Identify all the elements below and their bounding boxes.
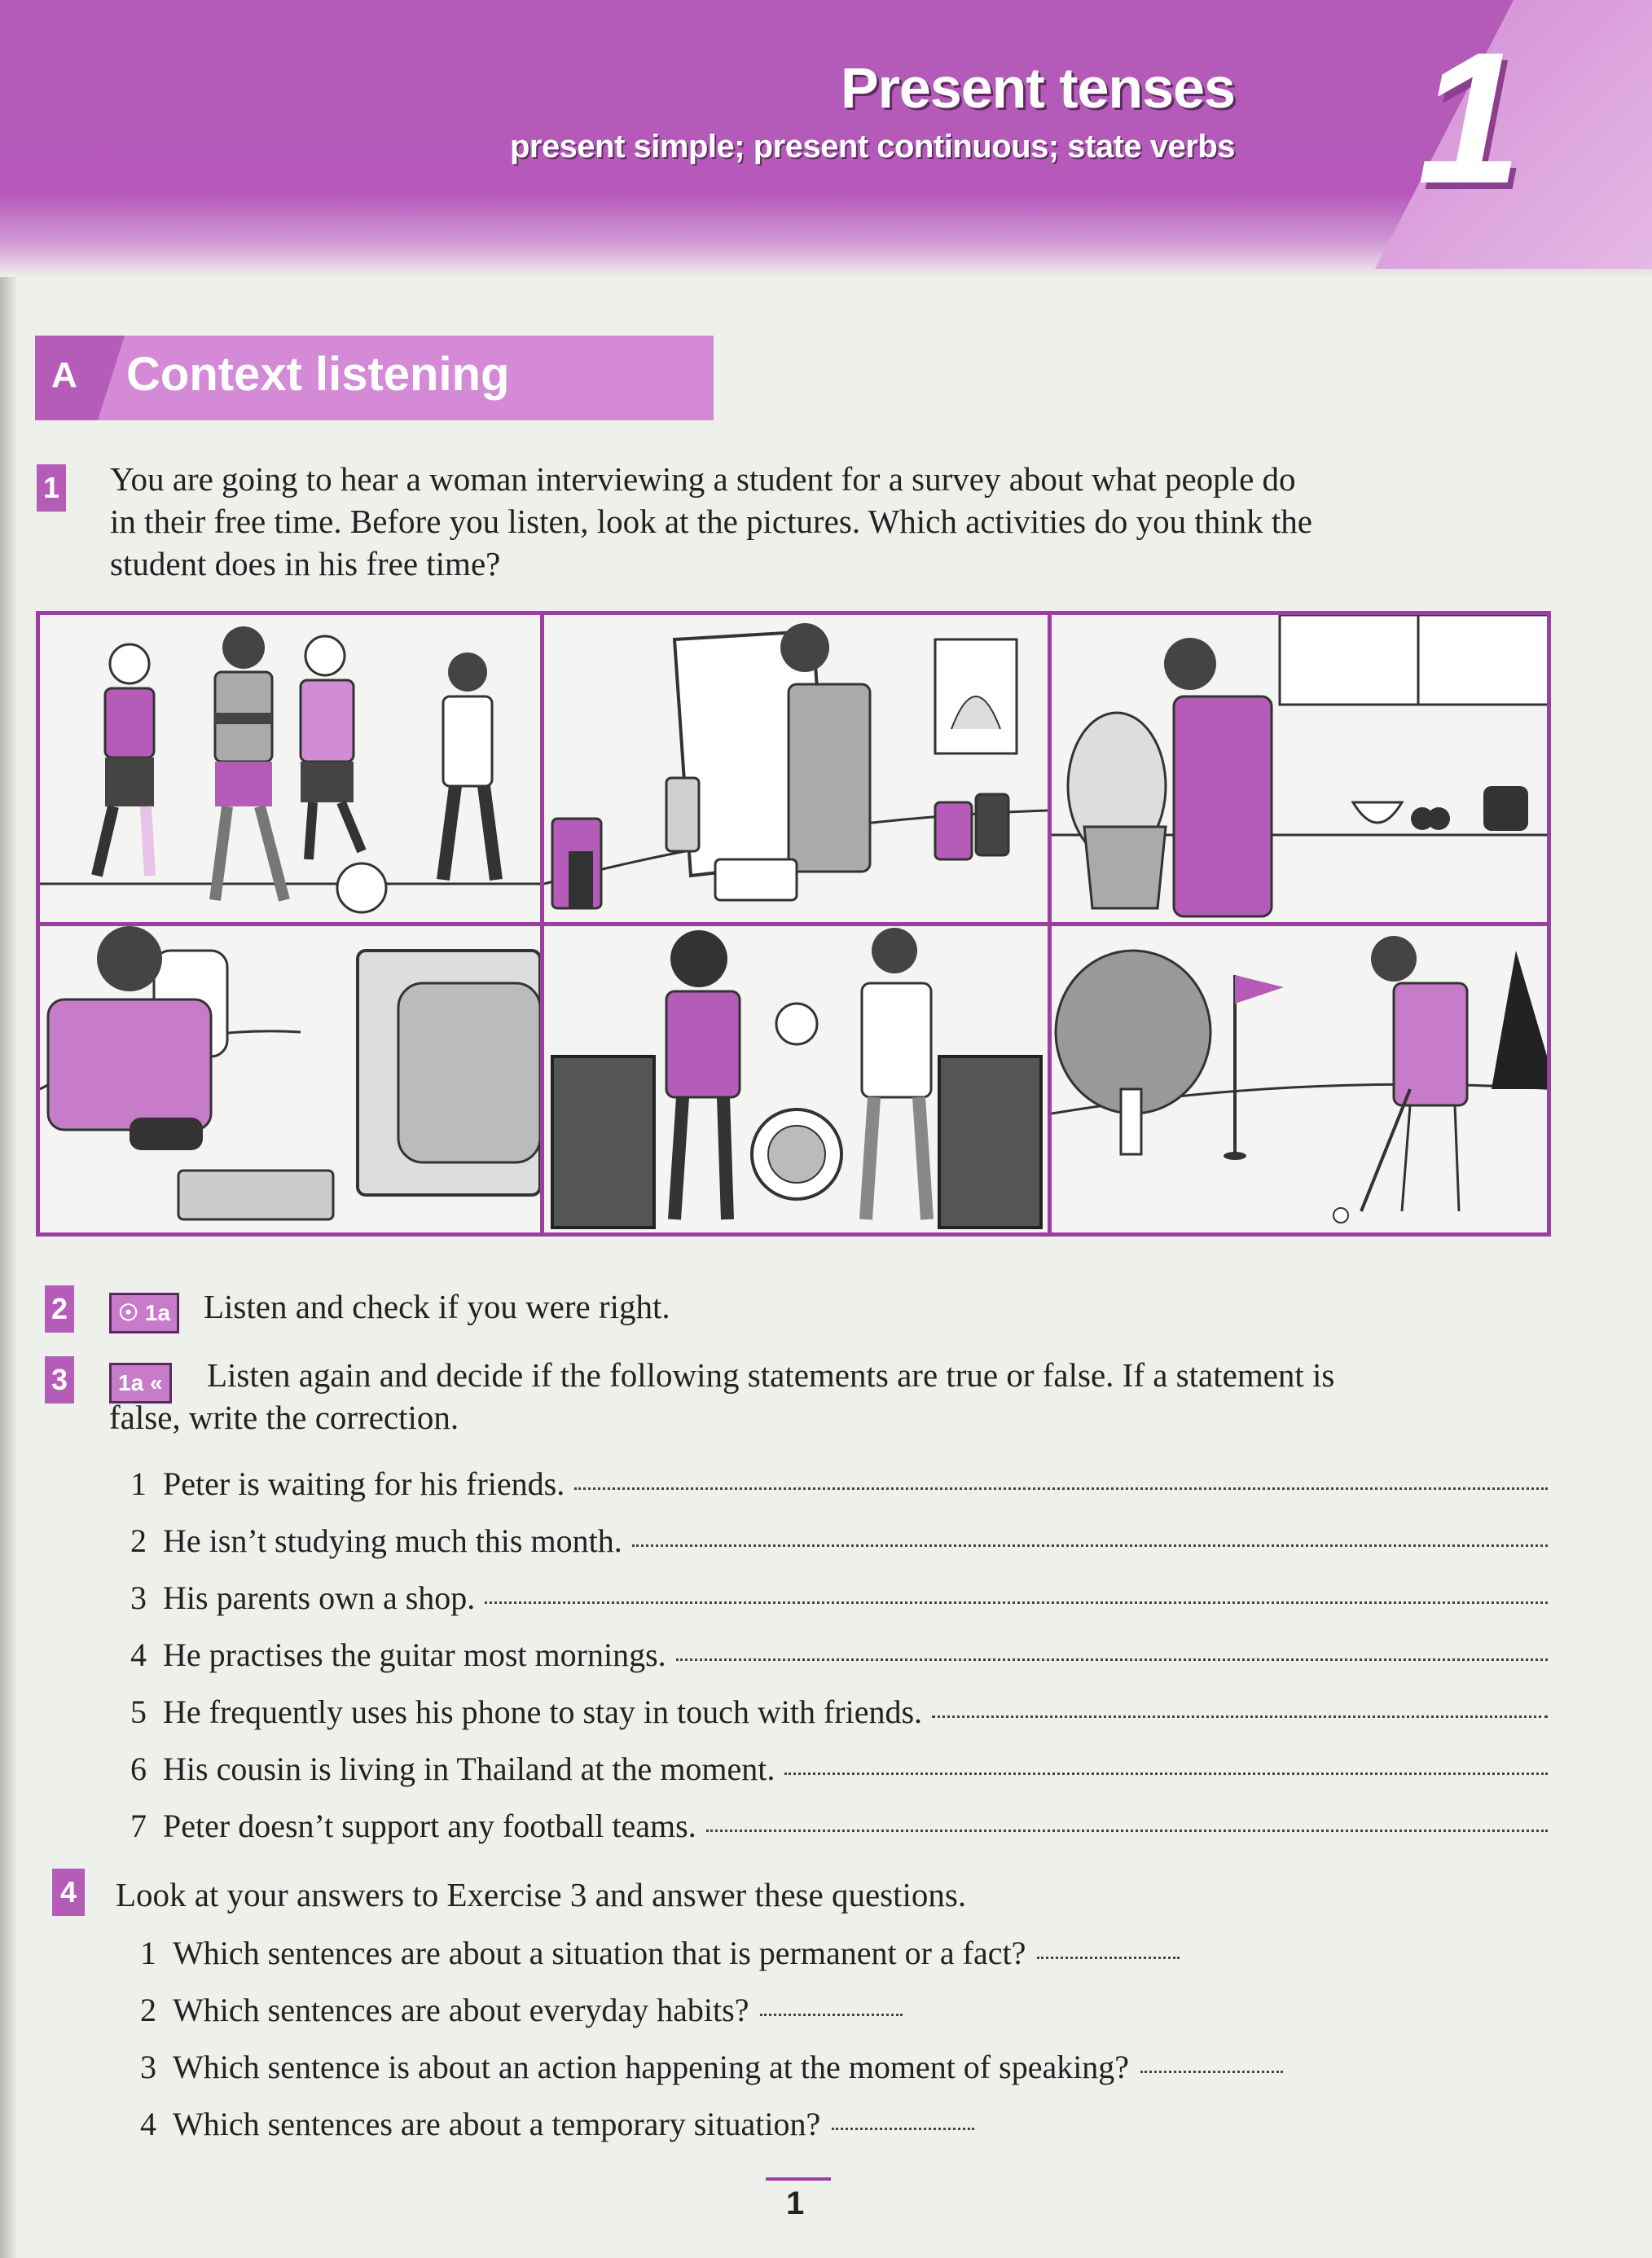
question-text: Which sentence is about an action happening at the moment of speaking? bbox=[173, 2049, 1130, 2085]
statement-item: 4 He practises the guitar most mornings. bbox=[130, 1635, 1548, 1676]
question-text: Which sentences are about a situation that is permanent or a fact? bbox=[173, 1935, 1026, 1971]
statement-item: 6 His cousin is living in Thailand at the moment. bbox=[130, 1749, 1548, 1790]
text-line: You are going to hear a woman interviewing a student for a survey about what people do bbox=[110, 460, 1296, 498]
exercise-4-instructions: Look at your answers to Exercise 3 and answer these questions. bbox=[116, 1876, 967, 1913]
statement-item: 7 Peter doesn’t support any football teams. bbox=[130, 1806, 1548, 1847]
text-line: student does in his free time? bbox=[110, 545, 501, 582]
rewind-icon: « bbox=[149, 1370, 163, 1395]
section-letter: A bbox=[51, 355, 77, 395]
answer-blank[interactable] bbox=[676, 1658, 1548, 1661]
audio-track-label: 1a bbox=[118, 1370, 144, 1395]
headphones-icon: ☉ bbox=[118, 1300, 139, 1325]
page-number-rule bbox=[766, 2177, 831, 2181]
rock-band-illustration bbox=[544, 926, 1048, 1233]
audio-track-label: 1a bbox=[144, 1300, 171, 1325]
exercise-3-number: 3 bbox=[45, 1356, 74, 1404]
answer-blank[interactable] bbox=[932, 1715, 1548, 1718]
chapter-subtitle: present simple; present continuous; state verbs bbox=[509, 129, 1235, 165]
statement-text: His parents own a shop. bbox=[163, 1579, 476, 1616]
statement-text: He frequently uses his phone to stay in touch with friends. bbox=[163, 1694, 923, 1730]
answer-blank[interactable] bbox=[485, 1601, 1548, 1604]
exercise-3-instructions bbox=[109, 1354, 1575, 1439]
answer-blank[interactable] bbox=[632, 1544, 1548, 1547]
exercise-4-number: 4 bbox=[52, 1869, 85, 1916]
audio-track-button[interactable] bbox=[109, 1293, 179, 1333]
painting-illustration bbox=[544, 615, 1048, 922]
statement-item: 1 Peter is waiting for his friends. bbox=[130, 1464, 1548, 1505]
chapter-title: Present tenses bbox=[840, 56, 1235, 120]
page-number: 1 bbox=[786, 2186, 805, 2221]
statement-text: He isn’t studying much this month. bbox=[163, 1522, 622, 1559]
statement-item: 2 He isn’t studying much this month. bbox=[130, 1521, 1548, 1562]
answer-blank[interactable] bbox=[784, 1773, 1548, 1775]
text-line: false, write the correction. bbox=[109, 1399, 459, 1436]
text-line: in their free time. Before you listen, look at the pictures. Which activities do you think the bbox=[110, 503, 1312, 540]
football-illustration bbox=[40, 615, 540, 922]
answer-blank[interactable] bbox=[1140, 2071, 1283, 2073]
exercise-1-number: 1 bbox=[37, 464, 66, 512]
cooking-illustration bbox=[1052, 615, 1547, 922]
section-heading bbox=[35, 336, 714, 420]
section-letter-tab bbox=[35, 336, 125, 420]
unit-number: 1 bbox=[1417, 13, 1522, 222]
statement-item: 5 He frequently uses his phone to stay in touch with friends. bbox=[130, 1692, 1548, 1733]
answer-blank[interactable] bbox=[832, 2128, 974, 2130]
golf-illustration bbox=[1052, 926, 1547, 1233]
answer-blank[interactable] bbox=[760, 2014, 903, 2016]
statement-text: He practises the guitar most mornings. bbox=[163, 1636, 666, 1673]
question-text: Which sentences are about everyday habits? bbox=[173, 1992, 749, 2028]
question-item: 2 Which sentences are about everyday habits? bbox=[140, 1990, 903, 2031]
question-item: 3 Which sentence is about an action happening at the moment of speaking? bbox=[140, 2047, 1283, 2088]
statement-text: Peter doesn’t support any football teams. bbox=[163, 1808, 696, 1844]
answer-blank[interactable] bbox=[1037, 1957, 1180, 1959]
chapter-header bbox=[0, 0, 1652, 277]
answer-blank[interactable] bbox=[574, 1487, 1548, 1490]
statement-text: Peter is waiting for his friends. bbox=[163, 1465, 565, 1502]
text-line: Listen again and decide if the following statements are true or false. If a statement is bbox=[207, 1356, 1335, 1394]
section-title: Context listening bbox=[126, 348, 510, 401]
exercise-2-instructions: Listen and check if you were right. bbox=[204, 1288, 670, 1325]
statement-item: 3 His parents own a shop. bbox=[130, 1578, 1548, 1619]
answer-blank[interactable] bbox=[706, 1830, 1548, 1832]
video-games-illustration bbox=[40, 926, 540, 1233]
page-binding-shadow bbox=[0, 0, 16, 2258]
exercise-2-number: 2 bbox=[45, 1285, 74, 1333]
question-item: 1 Which sentences are about a situation that is permanent or a fact? bbox=[140, 1933, 1180, 1974]
activities-picture-grid bbox=[36, 611, 1551, 1237]
exercise-1-instructions bbox=[110, 458, 1576, 585]
statement-text: His cousin is living in Thailand at the moment. bbox=[163, 1751, 775, 1787]
question-item: 4 Which sentences are about a temporary situation? bbox=[140, 2104, 974, 2145]
question-text: Which sentences are about a temporary situation? bbox=[173, 2106, 821, 2142]
